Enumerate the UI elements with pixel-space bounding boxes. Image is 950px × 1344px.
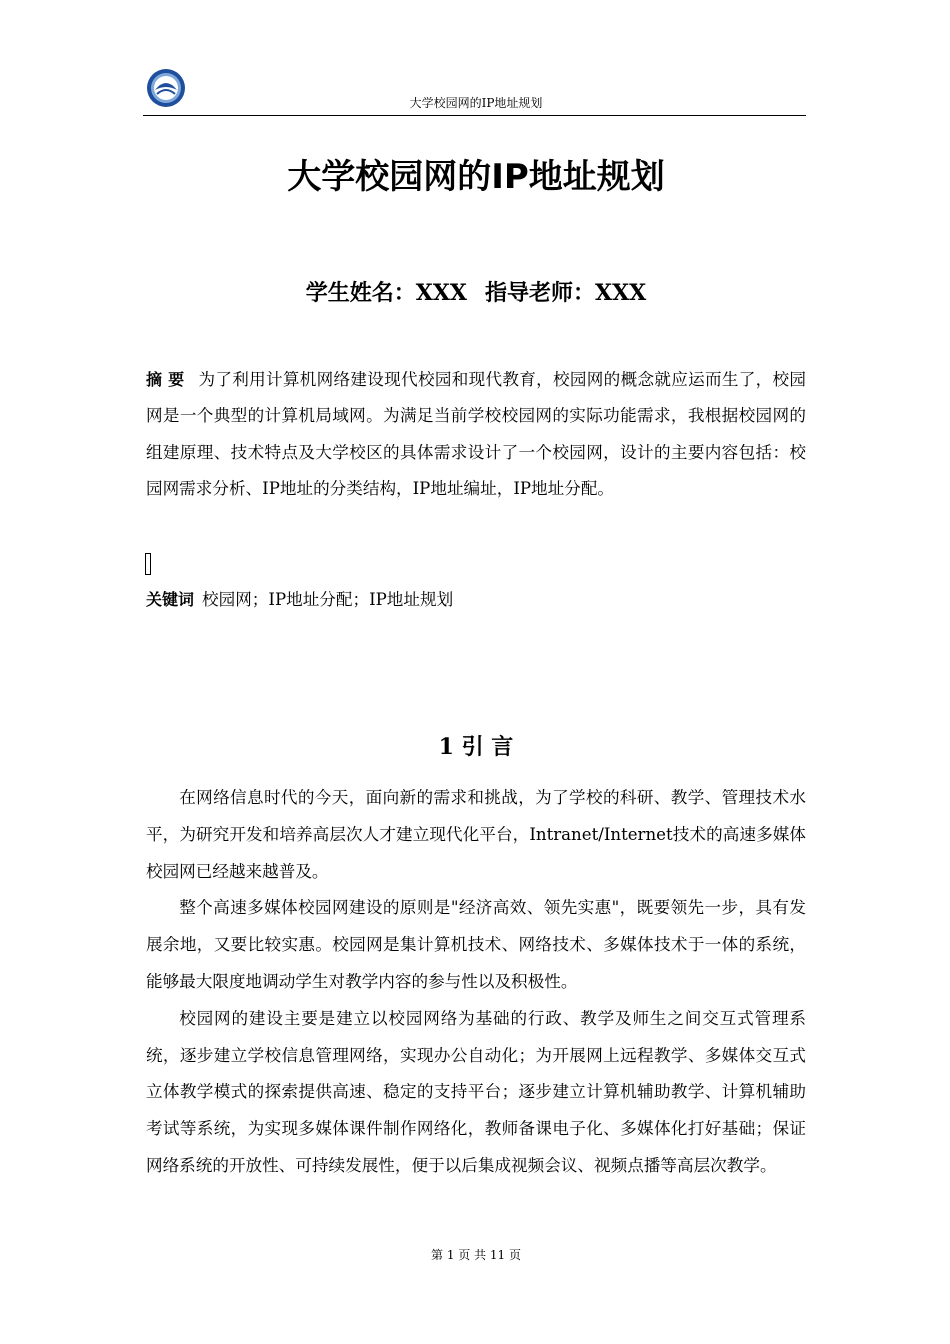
section-body — [146, 780, 806, 1185]
abstract — [146, 362, 806, 508]
abstract-label: 摘 要 — [146, 370, 185, 389]
header-divider — [143, 115, 806, 116]
author-line — [146, 276, 806, 310]
keywords — [146, 584, 806, 616]
running-header: 大学校园网的IP地址规划 — [409, 96, 543, 110]
student-name: XXX — [415, 280, 467, 306]
text-cursor-marker — [145, 553, 151, 575]
page-footer: 第 1 页 共 11 页 — [431, 1248, 521, 1262]
section-heading-introduction: 1 引 言 — [438, 734, 514, 760]
document-title: 大学校园网的IP地址规划 — [287, 157, 665, 197]
keywords-text: 校园网；IP地址分配；IP地址规划 — [202, 590, 454, 609]
keywords-label: 关键词 — [146, 590, 195, 609]
advisor-name: XXX — [595, 280, 647, 306]
paragraph: 整个高速多媒体校园网建设的原则是"经济高效、领先实惠"，既要领先一步，具有发展余地，又要比较实惠。校园网是集计算机技术、网络技术、多媒体技术于一体的系统，能够最大限度地调动学生对教学内容的参与性以及积极性。 — [146, 898, 806, 991]
advisor-label: 指导老师： — [485, 280, 596, 306]
abstract-text: 为了利用计算机网络建设现代校园和现代教育，校园网的概念就应运而生了，校园网是一个典型的计算机局域网。为满足当前学校校园网的实际功能需求，我根据校园网的组建原理、技术特点及大学校区的具体需求设计了一个校园网，设计的主要内容包括：校园网需求分析、IP地址的分类结构，IP地址编址，IP地址分配。 — [146, 370, 807, 499]
student-label: 学生姓名： — [305, 280, 416, 306]
paragraph: 在网络信息时代的今天，面向新的需求和挑战，为了学校的科研、教学、管理技术水平，为研究开发和培养高层次人才建立现代化平台，Intranet/Internet技术的高速多媒体校园网已经越来越普及。 — [146, 788, 806, 881]
paragraph: 校园网的建设主要是建立以校园网络为基础的行政、教学及师生之间交互式管理系统，逐步建立学校信息管理网络，实现办公自动化；为开展网上远程教学、多媒体交互式立体教学模式的探索提供高速、稳定的支持平台；逐步建立计算机辅助教学、计算机辅助考试等系统，为实现多媒体课件制作网络化，教师备课电子化、多媒体化打好基础；保证网络系统的开放性、可持续发展性，便于以后集成视频会议、视频点播等高层次教学。 — [146, 1008, 806, 1175]
